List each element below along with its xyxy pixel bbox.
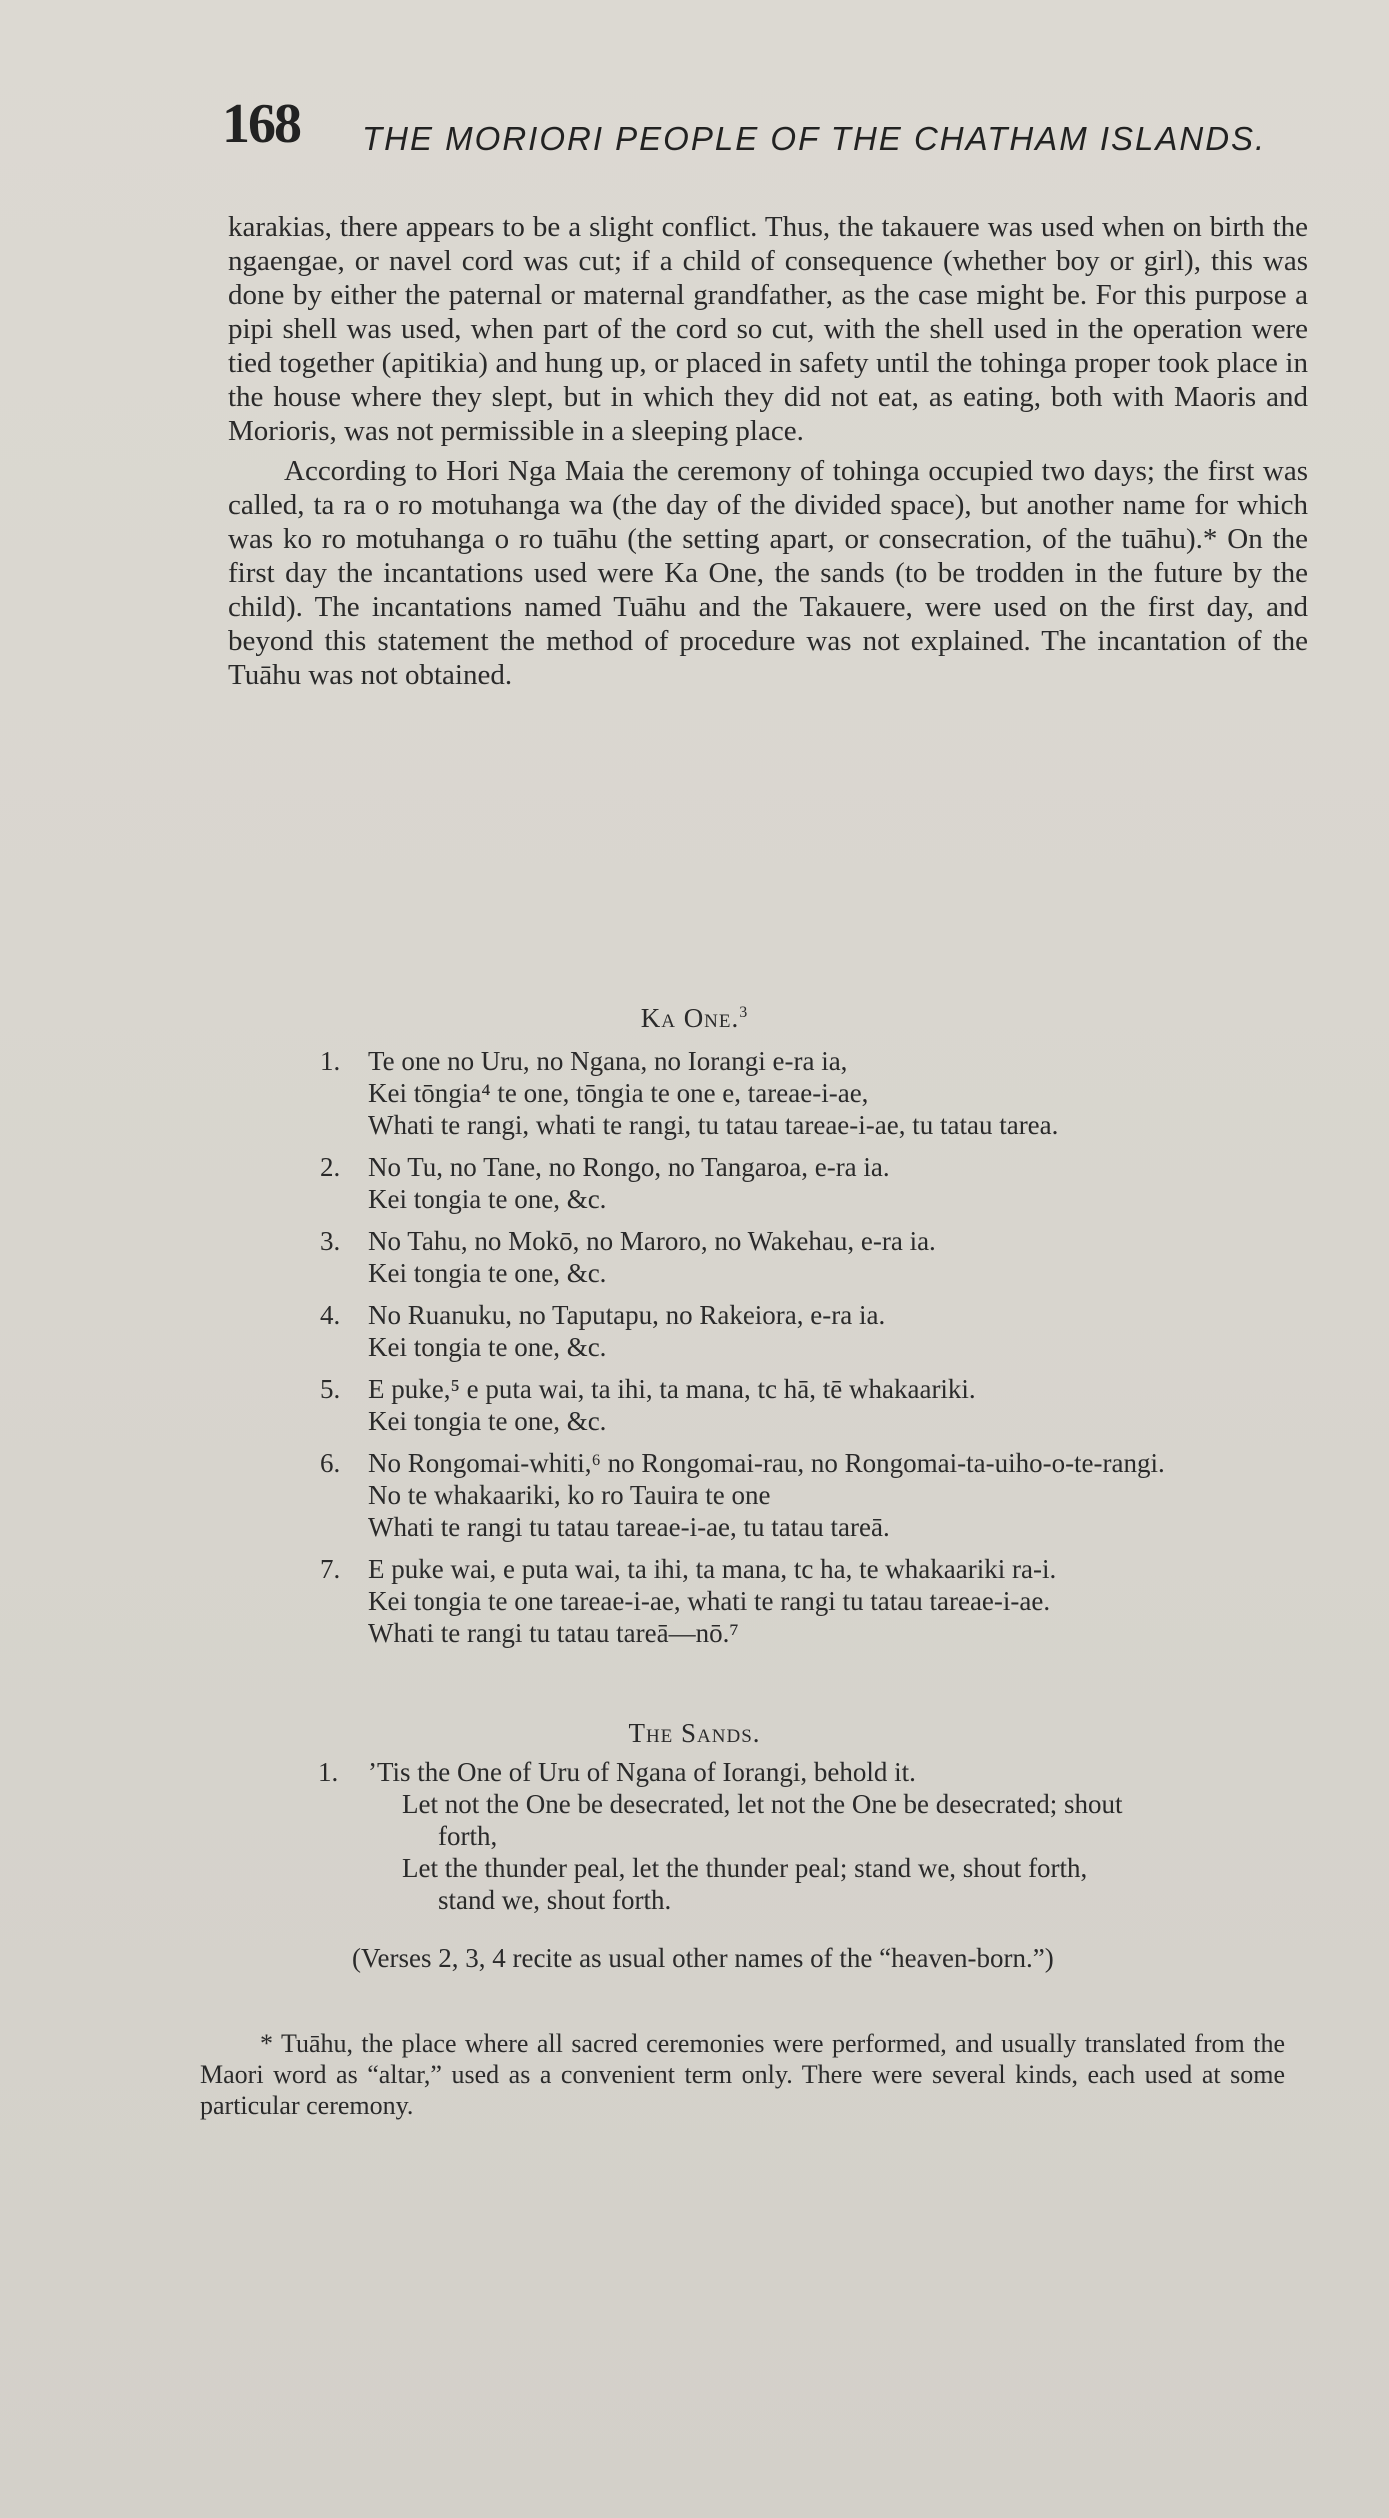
verse-number: 3. bbox=[320, 1226, 341, 1256]
ka-one-verse bbox=[320, 1447, 1280, 1543]
verse-number: 4. bbox=[320, 1300, 341, 1330]
sands-title: The Sands. bbox=[628, 1718, 761, 1748]
ka-one-verse bbox=[320, 1553, 1280, 1649]
verse-line: No Rongomai-whiti,⁶ no Rongomai-rau, no Rongomai-ta-uiho-o-te-rangi. bbox=[368, 1448, 1165, 1478]
running-title: THE MORIORI PEOPLE OF THE CHATHAM ISLANDS. bbox=[362, 120, 1267, 157]
verse-line: No Ruanuku, no Taputapu, no Rakeiora, e-ra ia. bbox=[368, 1300, 886, 1330]
page-header bbox=[222, 92, 1322, 182]
verse-line-continuation: stand we, shout forth. bbox=[438, 1885, 672, 1915]
verse-line: Kei tongia te one, &c. bbox=[368, 1184, 607, 1214]
verse-line: Te one no Uru, no Ngana, no Iorangi e-ra ia, bbox=[368, 1046, 848, 1076]
ka-one-verse bbox=[320, 1299, 1280, 1363]
verse-line: No Tu, no Tane, no Rongo, no Tangaroa, e-ra ia. bbox=[368, 1152, 890, 1182]
verse-number: 2. bbox=[320, 1152, 341, 1182]
verse-number: 1. bbox=[318, 1757, 339, 1787]
verse-line: Let not the One be desecrated, let not the One be desecrated; shout bbox=[402, 1789, 1123, 1819]
sands-heading bbox=[0, 1718, 1389, 1749]
verse-line: Kei tongia te one, &c. bbox=[368, 1332, 607, 1362]
verse-line: Kei tongia te one tareae-i-ae, whati te rangi tu tatau tareae-i-ae. bbox=[368, 1586, 1051, 1616]
verse-line: No te whakaariki, ko ro Tauira te one bbox=[368, 1480, 771, 1510]
verse-number: 5. bbox=[320, 1374, 341, 1404]
ka-one-heading bbox=[0, 1003, 1389, 1034]
page-number: 168 bbox=[222, 93, 300, 155]
paragraph-2: According to Hori Nga Maia the ceremony of tohinga occupied two days; the first was called, ta ra o ro motuhanga wa (the day of the divided space), but another name for which was ko ro motuhanga o ro tuāhu (the setting apart, or consecration, of the tuāhu).* On the first day the incantations used were Ka One, the sands (to be trodden in the future by the child). The incantations named Tuāhu and the Takauere, were used on the first day, and beyond this statement the method of procedure was not explained. The incantation of the Tuāhu was not obtained. bbox=[228, 455, 1308, 691]
ka-one-note-marker: 3 bbox=[739, 1004, 749, 1021]
verse-line: Kei tōngia⁴ te one, tōngia te one e, tareae-i-ae, bbox=[368, 1078, 869, 1108]
ka-one-verse bbox=[320, 1151, 1280, 1215]
verse-line: Whati te rangi tu tatau tareā—nō.⁷ bbox=[368, 1618, 739, 1648]
paragraph-1: karakias, there appears to be a slight conflict. Thus, the takauere was used when on birth the ngaengae, or navel cord was cut; if a child of consequence (whether boy or girl), this was done by either the paternal or maternal grandfather, as the case might be. For this purpose a pipi shell was used, when part of the cord so cut, with the shell used in the operation were tied together (apitikia) and hung up, or placed in safety until the tohinga proper took place in the house where they slept, but in which they did not eat, as eating, both with Maoris and Morioris, was not permissible in a sleeping place. bbox=[228, 211, 1308, 447]
verse-line: E puke wai, e puta wai, ta ihi, ta mana, tc ha, te whakaariki ra-i. bbox=[368, 1554, 1057, 1584]
verse-line: Let the thunder peal, let the thunder peal; stand we, shout forth, bbox=[402, 1853, 1088, 1883]
verse-line: ’Tis the One of Uru of Ngana of Iorangi, behold it. bbox=[368, 1757, 916, 1787]
ka-one-verse bbox=[320, 1045, 1280, 1141]
verse-line: E puke,⁵ e puta wai, ta ihi, ta mana, tc hā, tē whakaariki. bbox=[368, 1374, 976, 1404]
sands-note: (Verses 2, 3, 4 recite as usual other names of the “heaven-born.”) bbox=[352, 1943, 1054, 1973]
sands-verse-1 bbox=[318, 1756, 1288, 1916]
verse-line-continuation: forth, bbox=[438, 1821, 498, 1851]
body-text bbox=[228, 210, 1308, 698]
verse-number: 7. bbox=[320, 1554, 341, 1584]
verse-number: 1. bbox=[320, 1046, 341, 1076]
verse-line: Whati te rangi tu tatau tareae-i-ae, tu tatau tareā. bbox=[368, 1512, 890, 1542]
verse-number: 6. bbox=[320, 1448, 341, 1478]
verse-line: Whati te rangi, whati te rangi, tu tatau tareae-i-ae, tu tatau tarea. bbox=[368, 1110, 1059, 1140]
verse-line: Kei tongia te one, &c. bbox=[368, 1258, 607, 1288]
verse-line: Kei tongia te one, &c. bbox=[368, 1406, 607, 1436]
ka-one-verse bbox=[320, 1373, 1280, 1437]
ka-one-verse bbox=[320, 1225, 1280, 1289]
ka-one-title: Ka One. bbox=[640, 1003, 740, 1033]
sands-translation bbox=[318, 1756, 1288, 1926]
verse-line: No Tahu, no Mokō, no Maroro, no Wakehau, e-ra ia. bbox=[368, 1226, 936, 1256]
footnote: * Tuāhu, the place where all sacred ceremonies were performed, and usually translated from the Maori word as “altar,” used as a convenient term only. There were several kinds, each used at some particular ceremony. bbox=[200, 2029, 1285, 2120]
ka-one-verses bbox=[320, 1045, 1280, 1659]
